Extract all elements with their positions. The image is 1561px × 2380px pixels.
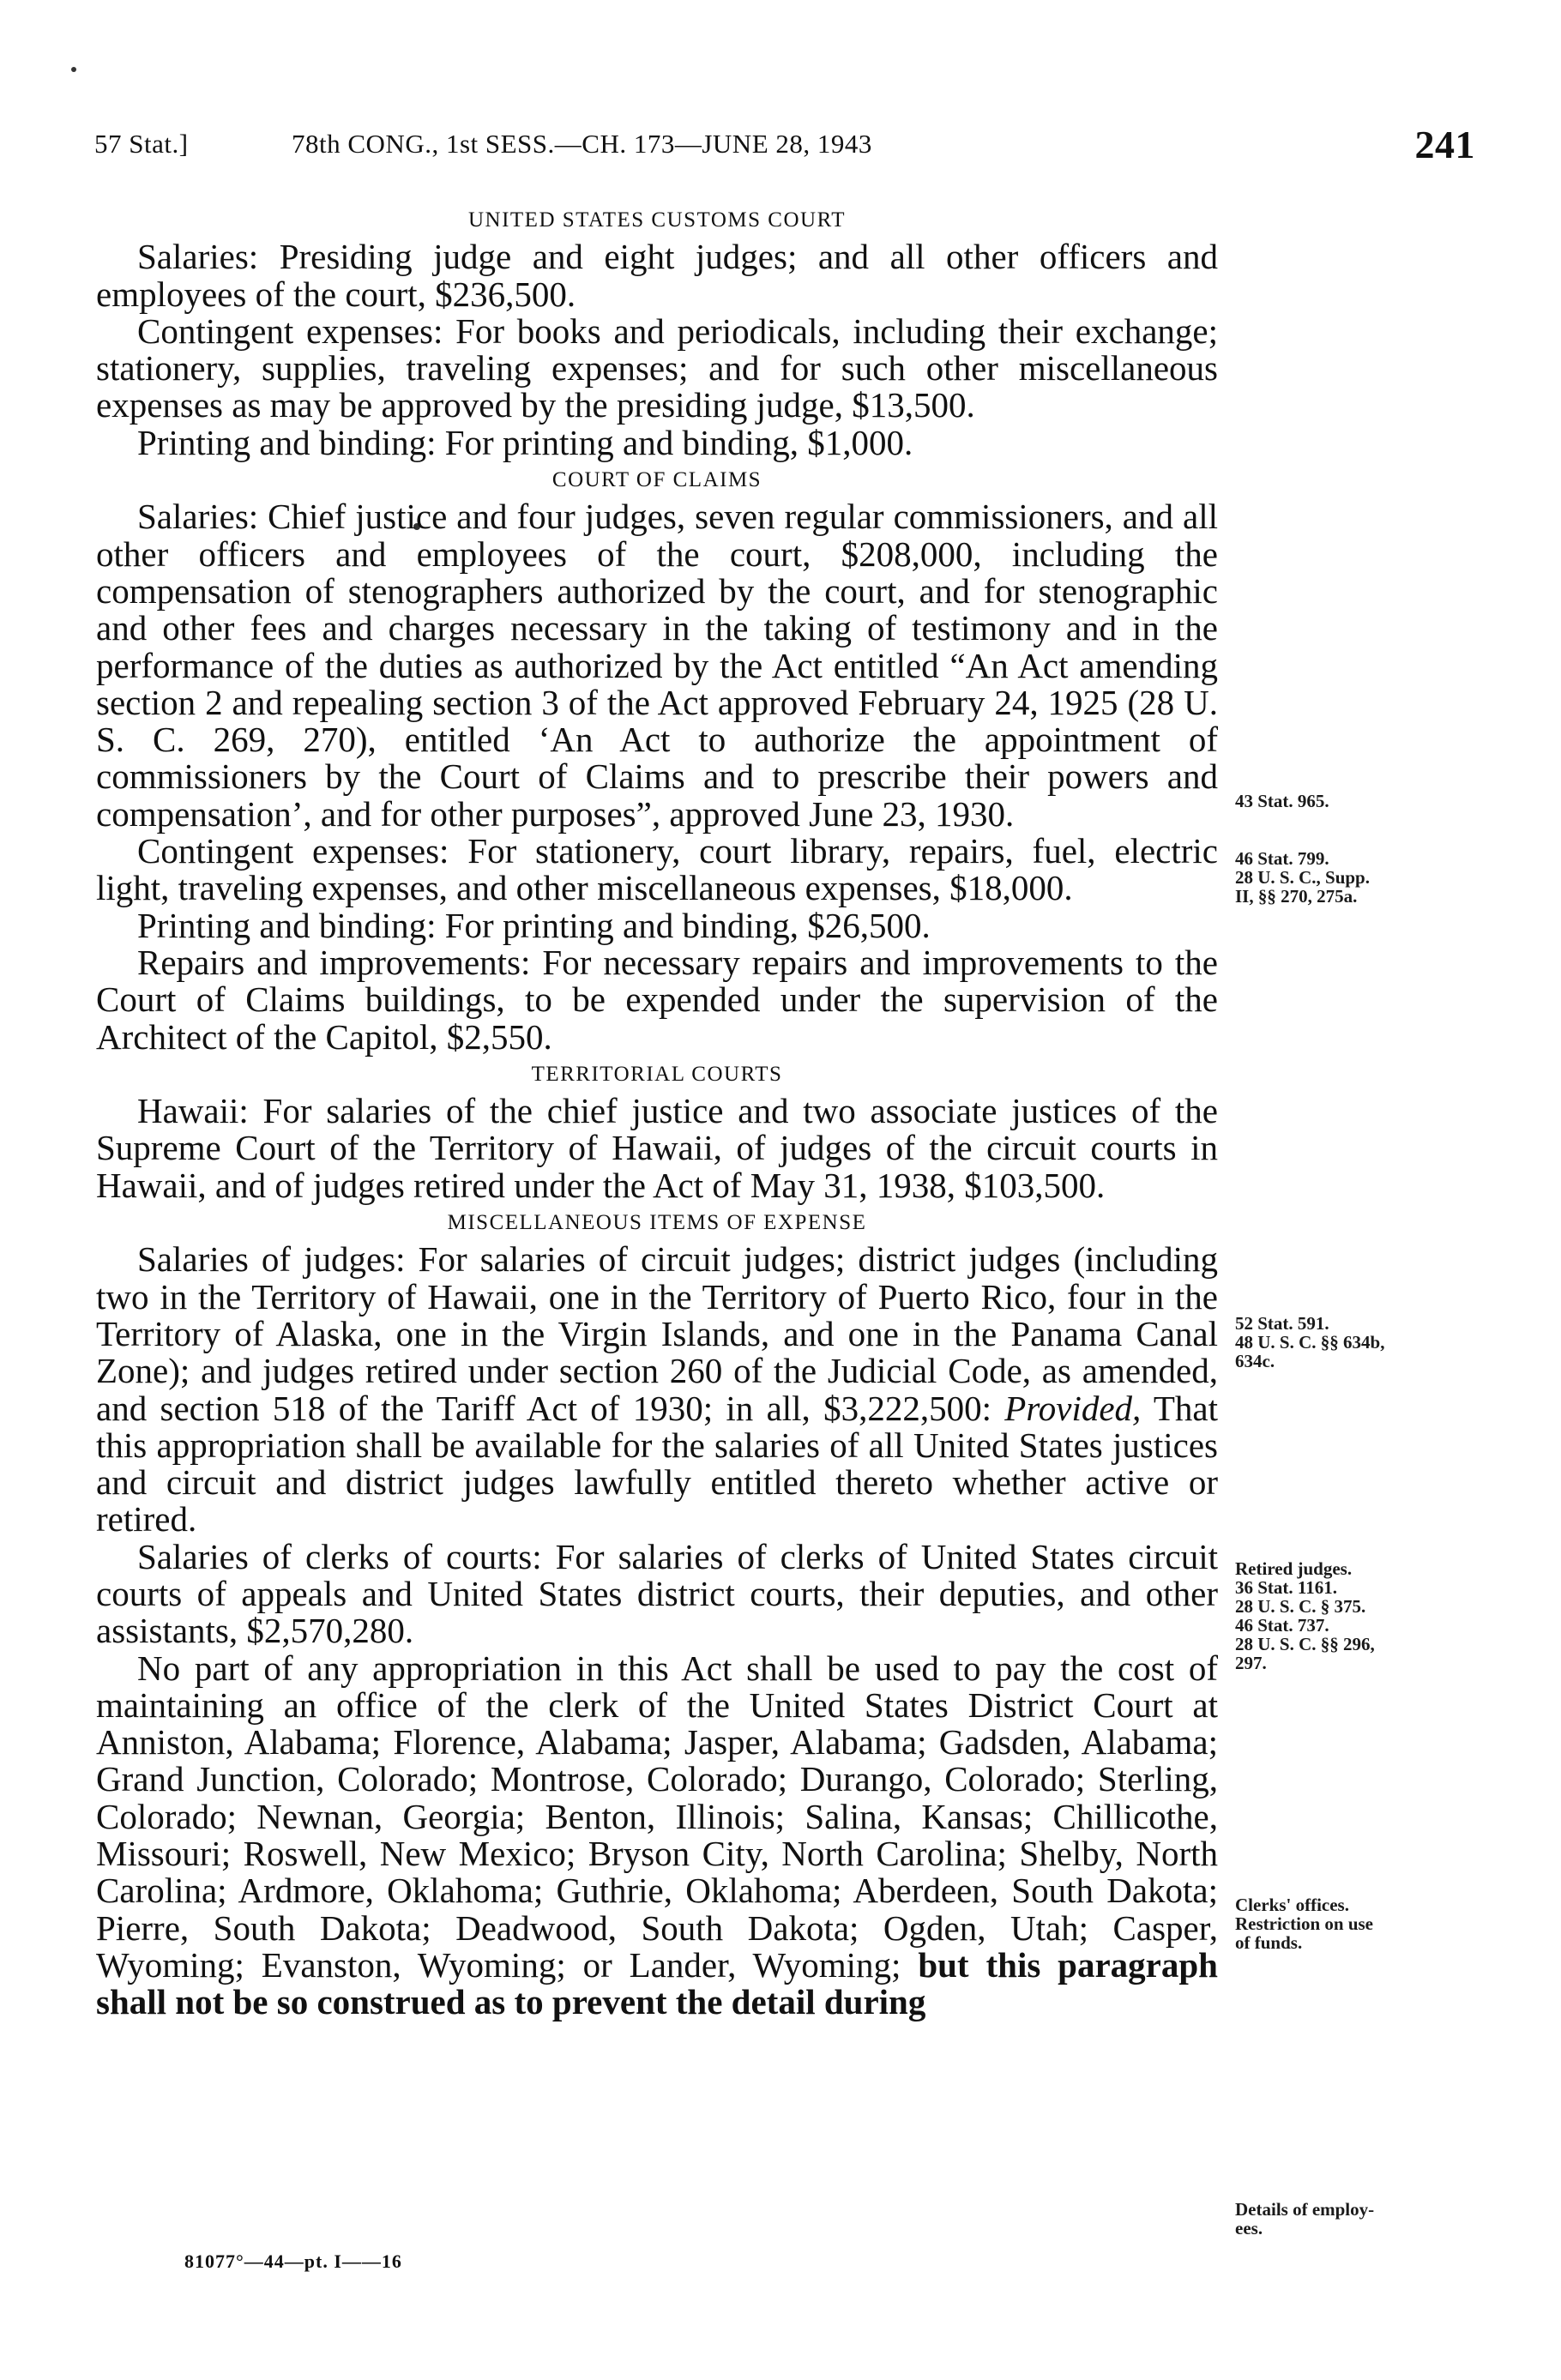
page-number: 241 (1414, 123, 1475, 166)
margin-note-hawaii (1235, 1314, 1467, 1371)
heading-customs-court: UNITED STATES CUSTOMS COURT (467, 208, 847, 232)
running-head (94, 123, 1475, 172)
margin-note-clerks-offices (1235, 1895, 1467, 1952)
judges-salaries-text: Salaries of judges: For salaries of circuit judges; district judges (including two in the Territory of Hawaii, one in the Territory of Puerto Rico, four in the Territory of Alaska, one in the Virgin Islands, and one in the Panama Canal Zone); and judges retired under section 260 of the Judicial Code, as amended, and section 518 of the Tariff Act of 1930; in all, $3,222,500: (96, 1239, 1218, 1428)
claims-printing-binding: Printing and binding: For printing and binding, $26,500. (137, 905, 931, 945)
statute-volume: 57 Stat.] (94, 129, 189, 159)
provided-italic: Provided, (1004, 1388, 1142, 1428)
margin-note-46-stat (1235, 849, 1467, 906)
claims-repairs: Repairs and improvements: For necessary repairs and improvements to the Court of Claims buildings, to be expended under the supervision of the Architect of the Capitol, $2,550. (96, 942, 1218, 1057)
body-text (96, 202, 1218, 2021)
claims-salaries: Salaries: Chief justice and four judges, seven regular commissioners, and all other officers and employees of the court, $208,000, including the compensation of stenographers authorized by the court, and for stenographic and other fees and charges necessary in the taking of testimony and in the performance of the duties as authorized by the Act entitled “An Act amending section 2 and repealing section 3 of the Act approved February 24, 1925 (28 U. S. C. 269, 270), entitled ‘An Act to authorize the appointment of commissioners by the Court of Claims and to prescribe their powers and compensation’, and for other purposes”, approved June 23, 1930. (96, 497, 1218, 834)
hawaii-salaries: Hawaii: For salaries of the chief justice and two associate justices of the Supreme Court of the Territory of Hawaii, of judges of the circuit courts in Hawaii, and of judges retired under the Act of May 31, 1938, $103,500. (96, 1091, 1218, 1205)
margin-note-text: 52 Stat. 591. 48 U. S. C. §§ 634b, 634c. (1235, 1313, 1385, 1371)
margin-note-details (1235, 2200, 1467, 2238)
judges-salaries (96, 1241, 1218, 1538)
scan-speck (71, 67, 76, 72)
customs-printing-binding: Printing and binding: For printing and binding, $1,000. (137, 422, 913, 462)
customs-salaries: Salaries: Presiding judge and eight judges; and all other officers and employees of the court, $236,500. (96, 237, 1218, 314)
margin-note-43-stat (1235, 792, 1467, 810)
clerks-offices-restriction (96, 1650, 1218, 2021)
heading-misc-items: MISCELLANEOUS ITEMS OF EXPENSE (447, 1211, 867, 1235)
congress-session-chapter: 78th CONG., 1st SESS.—CH. 173—JUNE 28, 1943 (292, 129, 872, 159)
claims-contingent-expenses: Contingent expenses: For stationery, court library, repairs, fuel, electric light, traveling expenses, and other miscellaneous expenses, $18,000. (96, 831, 1218, 908)
restriction-proviso-bold: but this paragraph shall not be so construed as to prevent the detail during (96, 1944, 1218, 2022)
restriction-text: No part of any appropriation in this Act shall be used to pay the cost of maintaining an office of the clerk of the United States District Court at Anniston, Alabama; Florence, Alabama; Jasper, Alabama; Gadsden, Alabama; Grand Junction, Colorado; Montrose, Colorado; Durango, Colorado; Sterling, Colorado; Newnan, Georgia; Benton, Illinois; Salina, Kansas; Chillicothe, Missouri; Roswell, New Mexico; Bryson City, North Carolina; Shelby, North Carolina; Ardmore, Oklahoma; Guthrie, Oklahoma; Aberdeen, South Dakota; Pierre, South Dakota; Deadwood, South Dakota; Ogden, Utah; Casper, Wyoming; Evanston, Wyoming; or Lander, Wyoming; (96, 1648, 1218, 1985)
margin-note-text: 43 Stat. 965. (1235, 791, 1329, 811)
heading-territorial-courts: TERRITORIAL COURTS (531, 1062, 783, 1086)
margin-note-text: Retired judges. 36 Stat. 1161. 28 U. S. C. § 375. 46 Stat. 737. 28 U. S. C. §§ 296, 297. (1235, 1558, 1375, 1673)
margin-note-text: Details of employ- ees. (1235, 2199, 1375, 2238)
margin-note-text: 46 Stat. 799. 28 U. S. C., Supp. II, §§ 270, 275a. (1235, 848, 1370, 907)
clerks-salaries: Salaries of clerks of courts: For salaries of clerks of United States circuit courts of appeals and United States district courts, their deputies, and other assistants, $2,570,280. (96, 1536, 1218, 1651)
margin-note-text: Clerks' offices. Restriction on use of funds. (1235, 1895, 1373, 1953)
judges-salaries-proviso: That this appropriation shall be available for the salaries of all United States justices and circuit and district judges lawfully entitled thereto whether active or retired. (96, 1388, 1218, 1539)
margin-note-retired-judges (1235, 1559, 1467, 1672)
heading-court-of-claims: COURT OF CLAIMS (551, 468, 762, 492)
printer-signature: 81077°—44—pt. I——16 (184, 2250, 402, 2272)
customs-contingent-expenses: Contingent expenses: For books and periodicals, including their exchange; stationery, supplies, traveling expenses; and for such other miscellaneous expenses as may be approved by the presiding judge, $13,500. (96, 310, 1218, 425)
